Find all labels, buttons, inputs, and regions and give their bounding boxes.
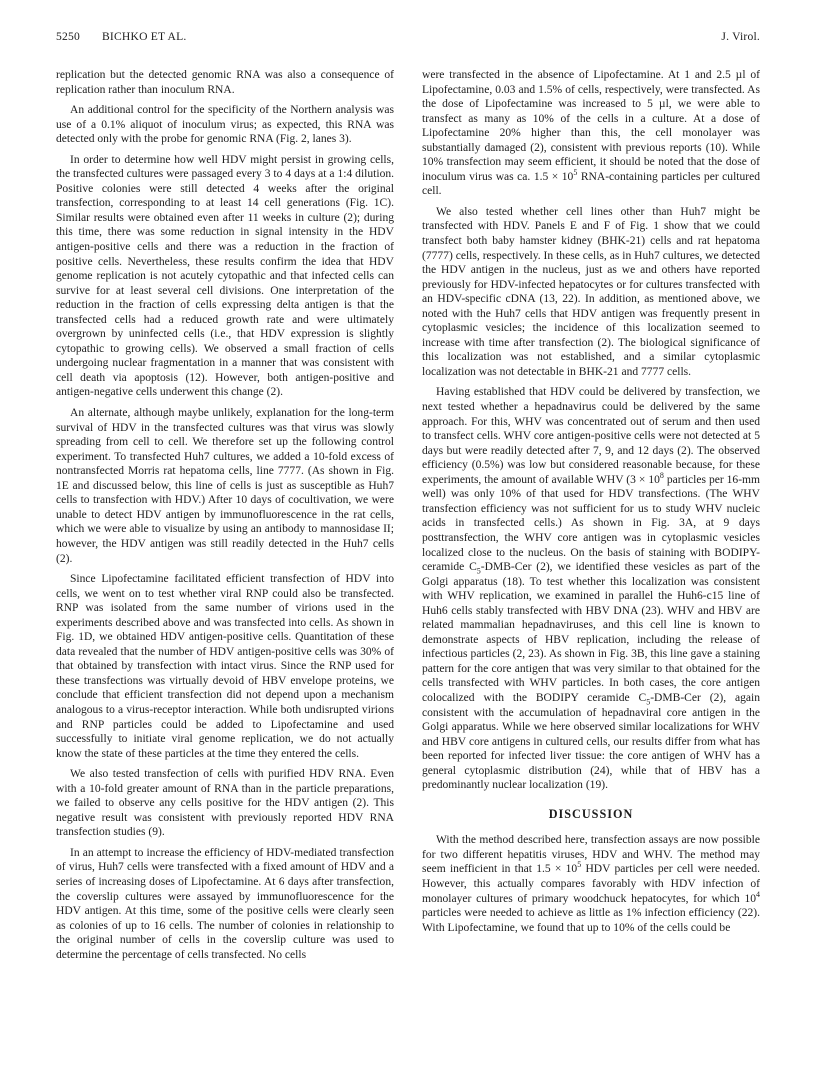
page-number: 5250 <box>56 30 80 43</box>
paragraph: In an attempt to increase the efficiency of HDV-mediated transfection of virus, Huh7 cells were transfected with a fixed amount of HDV and a series of increasing doses of Lipofectamine. At 6 days after transfection, the coverslip cultures were assayed by immunofluorescence for the HDV antigen. At this time, some of the positive cells were clearly seen as colonies of up to 16 cells. The number of colonies in relationship to the original number of cells in the coverslip culture was used to determine the percentage of cells transfected. No cells <box>56 846 394 961</box>
paragraph: An additional control for the specificity of the Northern analysis was use of a 0.1% aliquot of inoculum virus; as expected, this RNA was detected only with the probe for genomic RNA (Fig. 2, lanes 3). <box>56 104 394 146</box>
left-column <box>56 68 394 968</box>
paragraph: Having established that HDV could be delivered by transfection, we next tested whether a hepadnavirus could be delivered by the same approach. For this, WHV was concentrated out of serum and then used to transfect cells. WHV core antigen-positive cells were not detected at 5 days but were readily detected after 7, 9, and 12 days (2). The observed efficiency (0.5%) was low but considered reasonable because, for these experiments, the amount of available WHV ($3 \times 10^8$ particles per 16-mm well) was only 10% of that used for HDV transfections. (The WHV transfection efficiency was not sufficient for us to study WHV nucleic acids in transfected cells.) As shown in Fig. 3A, at 9 days posttransfection, the WHV core antigen was in cytoplasmic vesicles localized close to the nucleus. On the basis of staining with BODIPY-ceramide $C_5-DMB$-Cer (2), we identified these vesicles as part of the Golgi apparatus (18). To test whether this localization was consistent with WHV replication, we examined in parallel the Huh6-c15 line of Huh6 cells stably transfected with HBV DNA (23). WHV and HBV are related mammalian hepadnaviruses, and this cell line is known to demonstrate aspects of HBV replication, including the release of infectious particles (2, 23). As shown in Fig. 3B, this line gave a staining pattern for the core antigen that was very similar to that obtained for the cells transfected with WHV particles. In both cases, the core antigen colocalized with the BODIPY ceramide $C_5-DMB$-Cer (2), again consistent with the accumulation of hepadnaviral core antigen in the Golgi apparatus. While we here observed similar localizations for WHV and HBV core antigens in cultured cells, our results differ from what has been reported for infected liver tissue: the core antigen of WHV has a general cytoplasmic distribution (24), while that of HBV has a predominantly nuclear localization (19). <box>422 386 761 792</box>
paragraph: In order to determine how well HDV might persist in growing cells, the transfected cultures were passaged every 3 to 4 days at a 1:4 dilution. Positive colonies were still detected 4 weeks after the original transfection, corresponding to at least 14 cell generations (Fig. 1C). Similar results were obtained even after 11 weeks in culture (2); during this time, there was some reduction in signal intensity in the HDV antigen-positive cells and there was a reduction in the fraction of positive cells. Nevertheless, these results confirm the idea that HDV genome replication is not acutely cytopathic and that infected cells can survive for at least several cell divisions. One interpretation of the reduction in the fraction of cells expressing delta antigen is that the transfected cells had a reduced growth rate and were ultimately overgrown by uninfected cells (i.e., that HDV expression is slightly cytopathic to growing cells). We observed a small fraction of cells undergoing nuclear fragmentation in a manner that was consistent with cell death via apoptosis (12). However, both antigen-positive and antigen-negative cells underwent this change (2). <box>56 153 394 399</box>
paragraph: An alternate, although maybe unlikely, explanation for the long-term survival of HDV in the transfected cultures was that virus was slowly spreading from cell to cell. We therefore set up the following control experiment. To transfected Huh7 cultures, we added a 10-fold excess of nontransfected Morris rat hepatoma cells, line 7777. (As shown in Fig. 1E and discussed below, this line of cells is just as susceptible as Huh7 cells to transfection with HDV.) After 10 days of cocultivation, we were unable to detect HDV antigen by immunofluorescence in the rat cells, which we were able to visualize by using an antibody to mannosidase II; however, the HDV antigen was still readily detected in the Huh7 cells (2). <box>56 407 394 565</box>
running-header <box>56 30 760 50</box>
paragraph: We also tested transfection of cells with purified HDV RNA. Even with a 10-fold greater amount of RNA than in the particle preparations, we failed to observe any cells positive for the HDV antigen (2). This negative result was consistent with previously reported HDV RNA transfection studies (9). <box>56 768 394 839</box>
paragraph: were transfected in the absence of Lipofectamine. At 1 and 2.5 µl of Lipofectamine, 0.03 and 1.5% of cells, respectively, were transfected. As the dose of Lipofectamine was increased to 5 µl, we were able to transfect as many as 10% of the cells in a culture. At a dose of Lipofectamine 20% higher than this, the cell monolayer was substantially damaged (2), consistent with previous reports (10). While 10% transfection may seem efficient, it should be noted that the dose of inoculum virus was ca. $1.5 \times 10^5$ RNA-containing particles per cultured cell. <box>422 69 760 198</box>
journal-name: J. Virol. <box>721 30 760 43</box>
running-authors: BICHKO ET AL. <box>102 30 187 43</box>
paragraph: replication but the detected genomic RNA was also a consequence of replication rather than inoculum RNA. <box>56 69 394 96</box>
section-heading-discussion: DISCUSSION <box>548 806 634 821</box>
paragraph: Since Lipofectamine facilitated efficient transfection of HDV into cells, we went on to test whether viral RNP could also be transfected. RNP was isolated from the same number of virions used in the experiments described above and was transfected into cells. As shown in Fig. 1D, we obtained HDV antigen-positive cells. Quantitation of these data revealed that the number of HDV antigen-positive cells was 30% of that obtained by transfection with intact virus. Since the RNP used for these transfections was virtually devoid of HBV envelope proteins, we conclude that efficient transfection did not depend upon a mechanism analogous to a virus-receptor interaction. While both undisrupted virions and RNP particles could be added to Lipofectamine and used successfully to initiate viral genome replication, we do not actually know the state of these particles at the time they entered the cells. <box>56 573 394 760</box>
paragraph: With the method described here, transfection assays are now possible for two different hepatitis viruses, HDV and WHV. The method may seem inefficient in that $1.5 \times 10^5$ HDV particles per cell were needed. However, this actually compares favorably with HDV infection of monolayer cultures of primary woodchuck hepatocytes, for which $10^4$ particles were needed to achieve as little as 1% infection efficiency (22). With Lipofectamine, we found that up to 10% of the cells could be <box>422 834 760 934</box>
paragraph: We also tested whether cell lines other than Huh7 might be transfected with HDV. Panels E and F of Fig. 1 show that we could transfect both baby hamster kidney (BHK-21) cells and rat hepatoma (7777) cells, respectively. In these cells, as in Huh7 cultures, we detected the HDV antigen in the nucleus, just as we and others have reported previously for HDV-infected hepatocytes or for cultures transfected with an HDV-specific cDNA (13, 22). In addition, as mentioned above, we noted with the Huh7 cells that HDV antigen was frequently present in cytoplasmic vesicles; the incidence of this localization seemed to increase with time after transfection (2). The biological significance of this localization was not established, and a similar cytoplasmic localization was not detectable in BHK-21 and 7777 cells. <box>422 205 760 378</box>
right-column <box>422 68 760 941</box>
